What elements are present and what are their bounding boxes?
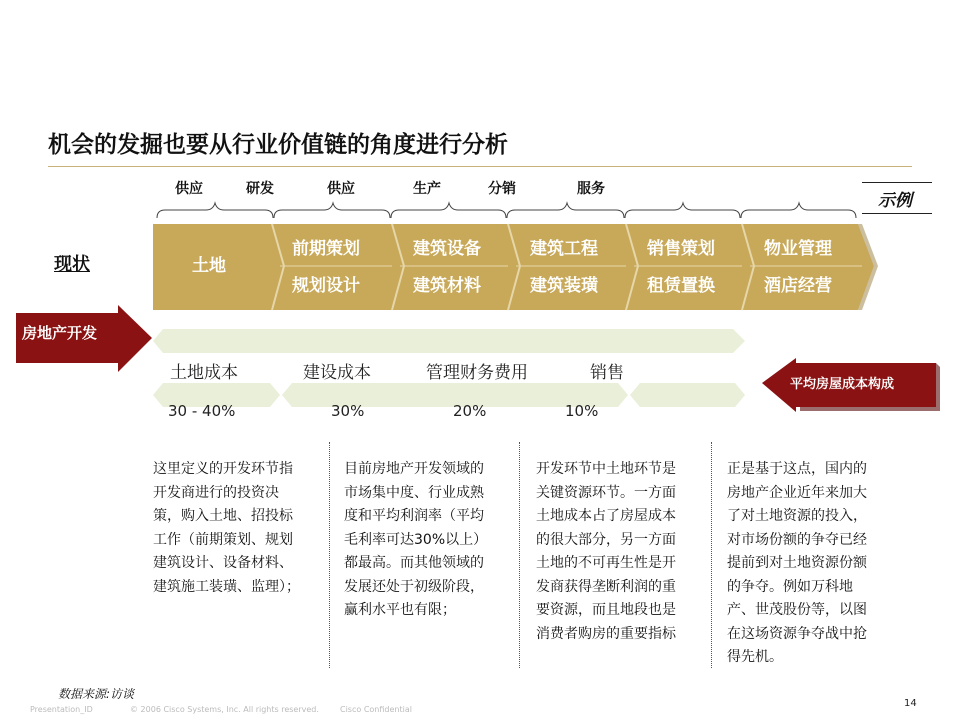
chain-item-sales-bottom: 租赁置换 bbox=[647, 276, 715, 296]
chain-item-equipment-top: 建筑设备 bbox=[413, 239, 481, 259]
description-separator-1 bbox=[329, 442, 330, 668]
description-separator-3 bbox=[711, 442, 712, 668]
cost-label-construction: 建设成本 bbox=[303, 363, 371, 383]
development-band-arrow bbox=[153, 329, 745, 353]
description-3: 开发环节中土地环节是关键资源环节。一方面土地成本占了房屋成本的很大部分，另一方面土地的不可再生性是开发商获得垄断利润的重要资源，而且地段也是消费者购房的重要指标 bbox=[536, 461, 676, 642]
chain-item-construction-bottom: 建筑装璜 bbox=[530, 276, 598, 296]
description-4: 正是基于这点，国内的房地产企业近年来加大了对土地资源的投入，对市场份额的争夺已经提前到对土地资源份额的争夺。例如万科地产、世茂股份等，以图在这场资源争夺战中抢得先机。 bbox=[727, 461, 867, 665]
stage-label-supply-1: 供应 bbox=[175, 181, 203, 197]
stage-label-distribution: 分销 bbox=[488, 181, 516, 197]
chain-item-construction-top: 建筑工程 bbox=[530, 239, 598, 259]
chain-item-planning-bottom: 规划设计 bbox=[292, 276, 360, 296]
cost-label-management: 管理财务费用 bbox=[426, 363, 528, 383]
pct-management: 20% bbox=[453, 402, 487, 420]
stage-label-production: 生产 bbox=[413, 181, 441, 197]
pct-land: 30 - 40% bbox=[168, 402, 236, 420]
footer-copyright: © 2006 Cisco Systems, Inc. All rights reserved. bbox=[130, 705, 319, 714]
stage-label-rnd: 研发 bbox=[246, 181, 274, 197]
chain-item-land: 土地 bbox=[192, 256, 226, 276]
cost-label-land: 土地成本 bbox=[170, 363, 238, 383]
description-2: 目前房地产开发领域的市场集中度、行业成熟度和平均利润率（平均毛利率可达30%以上）都最高。而其他领域的发展还处于初级阶段，赢利水平也有限； bbox=[344, 461, 488, 618]
avg-cost-arrow-label: 平均房屋成本构成 bbox=[790, 377, 895, 392]
page-number: 14 bbox=[904, 698, 917, 709]
footer-presentation-id: Presentation_ID bbox=[30, 705, 93, 714]
description-1: 这里定义的开发环节指开发商进行的投资决策，购入土地、招投标工作（前期策划、规划建筑设计、设备材料、建筑施工装璜、监理）； bbox=[153, 461, 300, 595]
data-source-note: 数据来源:访谈 bbox=[58, 687, 135, 701]
footer-confidential: Cisco Confidential bbox=[340, 705, 412, 714]
current-state-label: 现状 bbox=[54, 254, 90, 275]
pct-construction: 30% bbox=[331, 402, 365, 420]
stage-label-supply-2: 供应 bbox=[327, 181, 355, 197]
sales-cost-band bbox=[630, 383, 745, 407]
pct-sales: 10% bbox=[565, 402, 599, 420]
description-separator-2 bbox=[519, 442, 520, 668]
chain-item-sales-top: 销售策划 bbox=[647, 239, 715, 259]
chain-item-planning-top: 前期策划 bbox=[292, 239, 360, 259]
cost-label-sales: 销售 bbox=[590, 363, 624, 383]
stage-label-service: 服务 bbox=[577, 181, 605, 197]
development-arrow-label: 房地产开发 bbox=[22, 324, 98, 342]
chain-item-property-bottom: 酒店经营 bbox=[764, 276, 832, 296]
chain-item-property-top: 物业管理 bbox=[764, 239, 832, 259]
page-title: 机会的发掘也要从行业价值链的角度进行分析 bbox=[48, 132, 508, 158]
example-tag-label: 示例 bbox=[878, 191, 912, 211]
chain-item-equipment-bottom: 建筑材料 bbox=[413, 276, 481, 296]
